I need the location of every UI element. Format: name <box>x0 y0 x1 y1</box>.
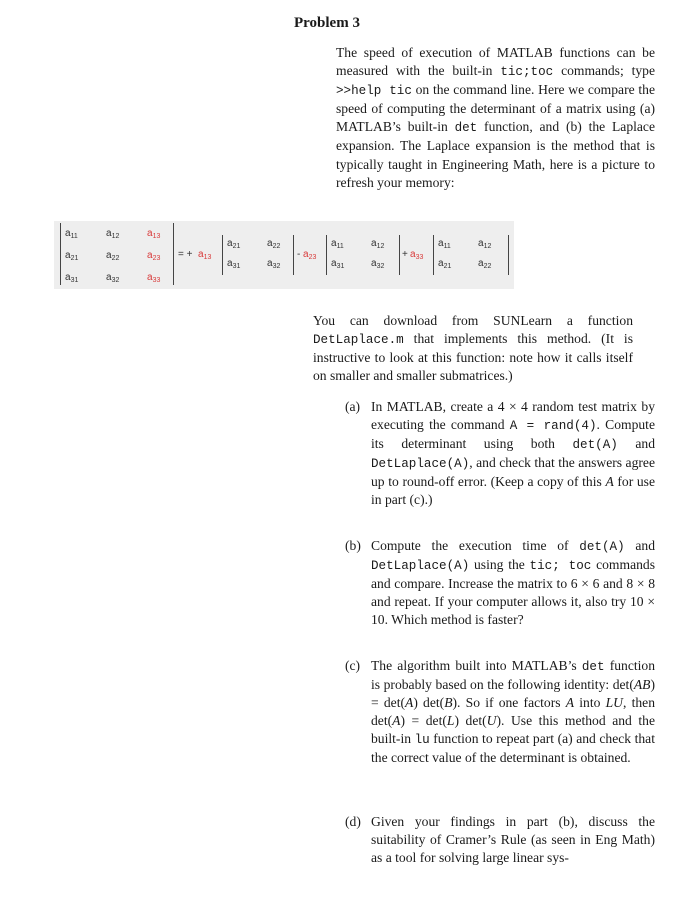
matrix-cell: $a_{31}$ <box>65 272 79 284</box>
part-text: ) det( <box>413 695 445 711</box>
part-text: into <box>574 695 606 711</box>
part-text: and <box>624 538 655 553</box>
code-detlaplace-a: DetLaplace(A) <box>371 457 470 472</box>
problem-title: Problem 3 <box>294 15 360 31</box>
matrix-cell: $a_{21}$ <box>65 250 79 262</box>
minus-sign: - <box>297 249 301 260</box>
minor-matrix <box>222 235 294 275</box>
part-text: Given your findings in part (b), discuss the suitability of Cramer’s Rule (as seen in Eng Math) as a tool for solving large linear sys- <box>371 814 655 866</box>
coefficient: $a_{33}$ <box>410 249 424 261</box>
part-text: using the <box>469 557 530 573</box>
math-var: A <box>565 695 575 711</box>
minor-matrix <box>433 235 509 275</box>
coefficient: $a_{13}$ <box>198 249 212 261</box>
code-detlaplace-a: DetLaplace(A) <box>371 559 470 574</box>
matrix-cell: $a_{11}$ <box>65 228 78 240</box>
code-det-a: det(A) <box>579 540 625 554</box>
matrix-cell: $a_{21}$ <box>227 238 241 250</box>
download-text: You can download from SUNLearn a function <box>313 313 633 328</box>
matrix-cell: $a_{11}$ <box>331 238 344 250</box>
matrix-cell: $a_{32}$ <box>106 272 120 284</box>
matrix-cell: $a_{11}$ <box>438 238 451 250</box>
part-text: function to repeat part (a) and check that the correct value of the determinant is obtained. <box>371 731 655 766</box>
code-tictoc: tic; toc <box>529 559 592 574</box>
part-c <box>345 657 655 768</box>
part-label: (b) <box>345 538 361 553</box>
part-text: commands and compare. Increase the matrix to 6 × 6 and 8 × 8 and repeat. If your computer allows it, also try 10 × 10. Which method is faster? <box>371 557 655 628</box>
minor-matrix <box>326 235 400 275</box>
intro-text: function, and (b) the Laplace expansion. The Laplace expansion is the method that is typically taught in Engineering Math, here is a picture to refresh your memory: <box>336 119 655 190</box>
intro-text: on the command line. Here we compare the speed of computing the determinant of a matrix using (a) MATLAB’s built-in <box>336 82 655 135</box>
part-text: function is probably based on the following identity: det( <box>371 658 655 693</box>
code-rand: A = rand(4) <box>509 419 597 434</box>
part-a <box>345 398 655 510</box>
part-text: ) = det( <box>371 677 655 711</box>
laplace-expansion-figure <box>54 221 514 289</box>
math-var: A <box>405 695 414 711</box>
matrix-cell: $a_{32}$ <box>371 258 385 270</box>
part-body <box>371 813 655 867</box>
code-lu: lu <box>414 733 430 748</box>
part-text: and <box>617 436 655 452</box>
plus-sign: + <box>402 249 408 260</box>
intro-text: The speed of execution of MATLAB functions can be measured with the built-in <box>336 45 655 79</box>
math-var: AB <box>633 677 651 693</box>
part-text: ) det( <box>454 713 487 729</box>
matrix-cell: $a_{31}$ <box>227 258 241 270</box>
matrix-cell: $a_{12}$ <box>371 238 385 250</box>
math-var: A <box>605 474 614 490</box>
matrix-cell: $a_{33}$ <box>147 272 161 284</box>
code-det: det <box>454 121 478 136</box>
part-text: , and check that the answers agree up to round-off error. (Keep a copy of this <box>371 455 655 490</box>
code-help-tic: >>help tic <box>336 84 412 99</box>
part-text: for use in part (c).) <box>371 474 655 508</box>
part-label: (a) <box>345 399 361 414</box>
part-text: In MATLAB, create a 4 × 4 random test matrix by executing the command <box>371 399 655 433</box>
main-matrix <box>60 223 174 285</box>
matrix-cell: $a_{23}$ <box>147 250 161 262</box>
code-tictoc: tic;toc <box>500 65 554 80</box>
download-text: that implements this method. (It is instructive to look at this function: note how it calls itself on smaller and smaller submatrices.) <box>313 331 633 384</box>
matrix-cell: $a_{22}$ <box>267 238 281 250</box>
part-text: Compute the execution time of <box>371 538 580 553</box>
part-text: ). Use this method and the built-in <box>371 713 655 747</box>
part-text: , then det( <box>371 695 656 729</box>
code-det: det <box>581 660 605 674</box>
matrix-cell: $a_{22}$ <box>478 258 492 270</box>
part-b <box>345 537 655 629</box>
math-var: U <box>486 713 497 729</box>
intro-text: commands; type <box>553 63 656 79</box>
download-paragraph <box>313 312 633 385</box>
part-text: ) = det( <box>400 713 447 729</box>
part-text: ). So if one factors <box>452 695 566 711</box>
matrix-cell: $a_{32}$ <box>267 258 281 270</box>
matrix-cell: $a_{22}$ <box>106 250 120 262</box>
part-label: (c) <box>345 658 361 673</box>
part-text: The algorithm built into MATLAB’s <box>371 658 582 673</box>
math-var: LU <box>605 695 623 711</box>
matrix-cell: $a_{12}$ <box>478 238 492 250</box>
math-var: B <box>444 695 453 711</box>
code-det-a: det(A) <box>572 438 618 453</box>
coefficient: $a_{23}$ <box>303 249 317 261</box>
part-label: (d) <box>345 814 361 829</box>
math-var: L <box>446 713 455 729</box>
part-body <box>371 537 655 629</box>
matrix-cell: $a_{21}$ <box>438 258 452 270</box>
matrix-cell: $a_{13}$ <box>147 228 161 240</box>
part-body <box>371 398 655 510</box>
part-d <box>345 813 655 869</box>
equals-sign: = + <box>178 249 193 260</box>
part-body <box>371 657 655 768</box>
code-detlaplace-file: DetLaplace.m <box>313 333 404 348</box>
math-var: A <box>392 713 401 729</box>
intro-paragraph <box>336 44 655 192</box>
matrix-cell: $a_{12}$ <box>106 228 120 240</box>
matrix-cell: $a_{31}$ <box>331 258 345 270</box>
part-text: . Compute its determinant using both <box>371 417 655 452</box>
